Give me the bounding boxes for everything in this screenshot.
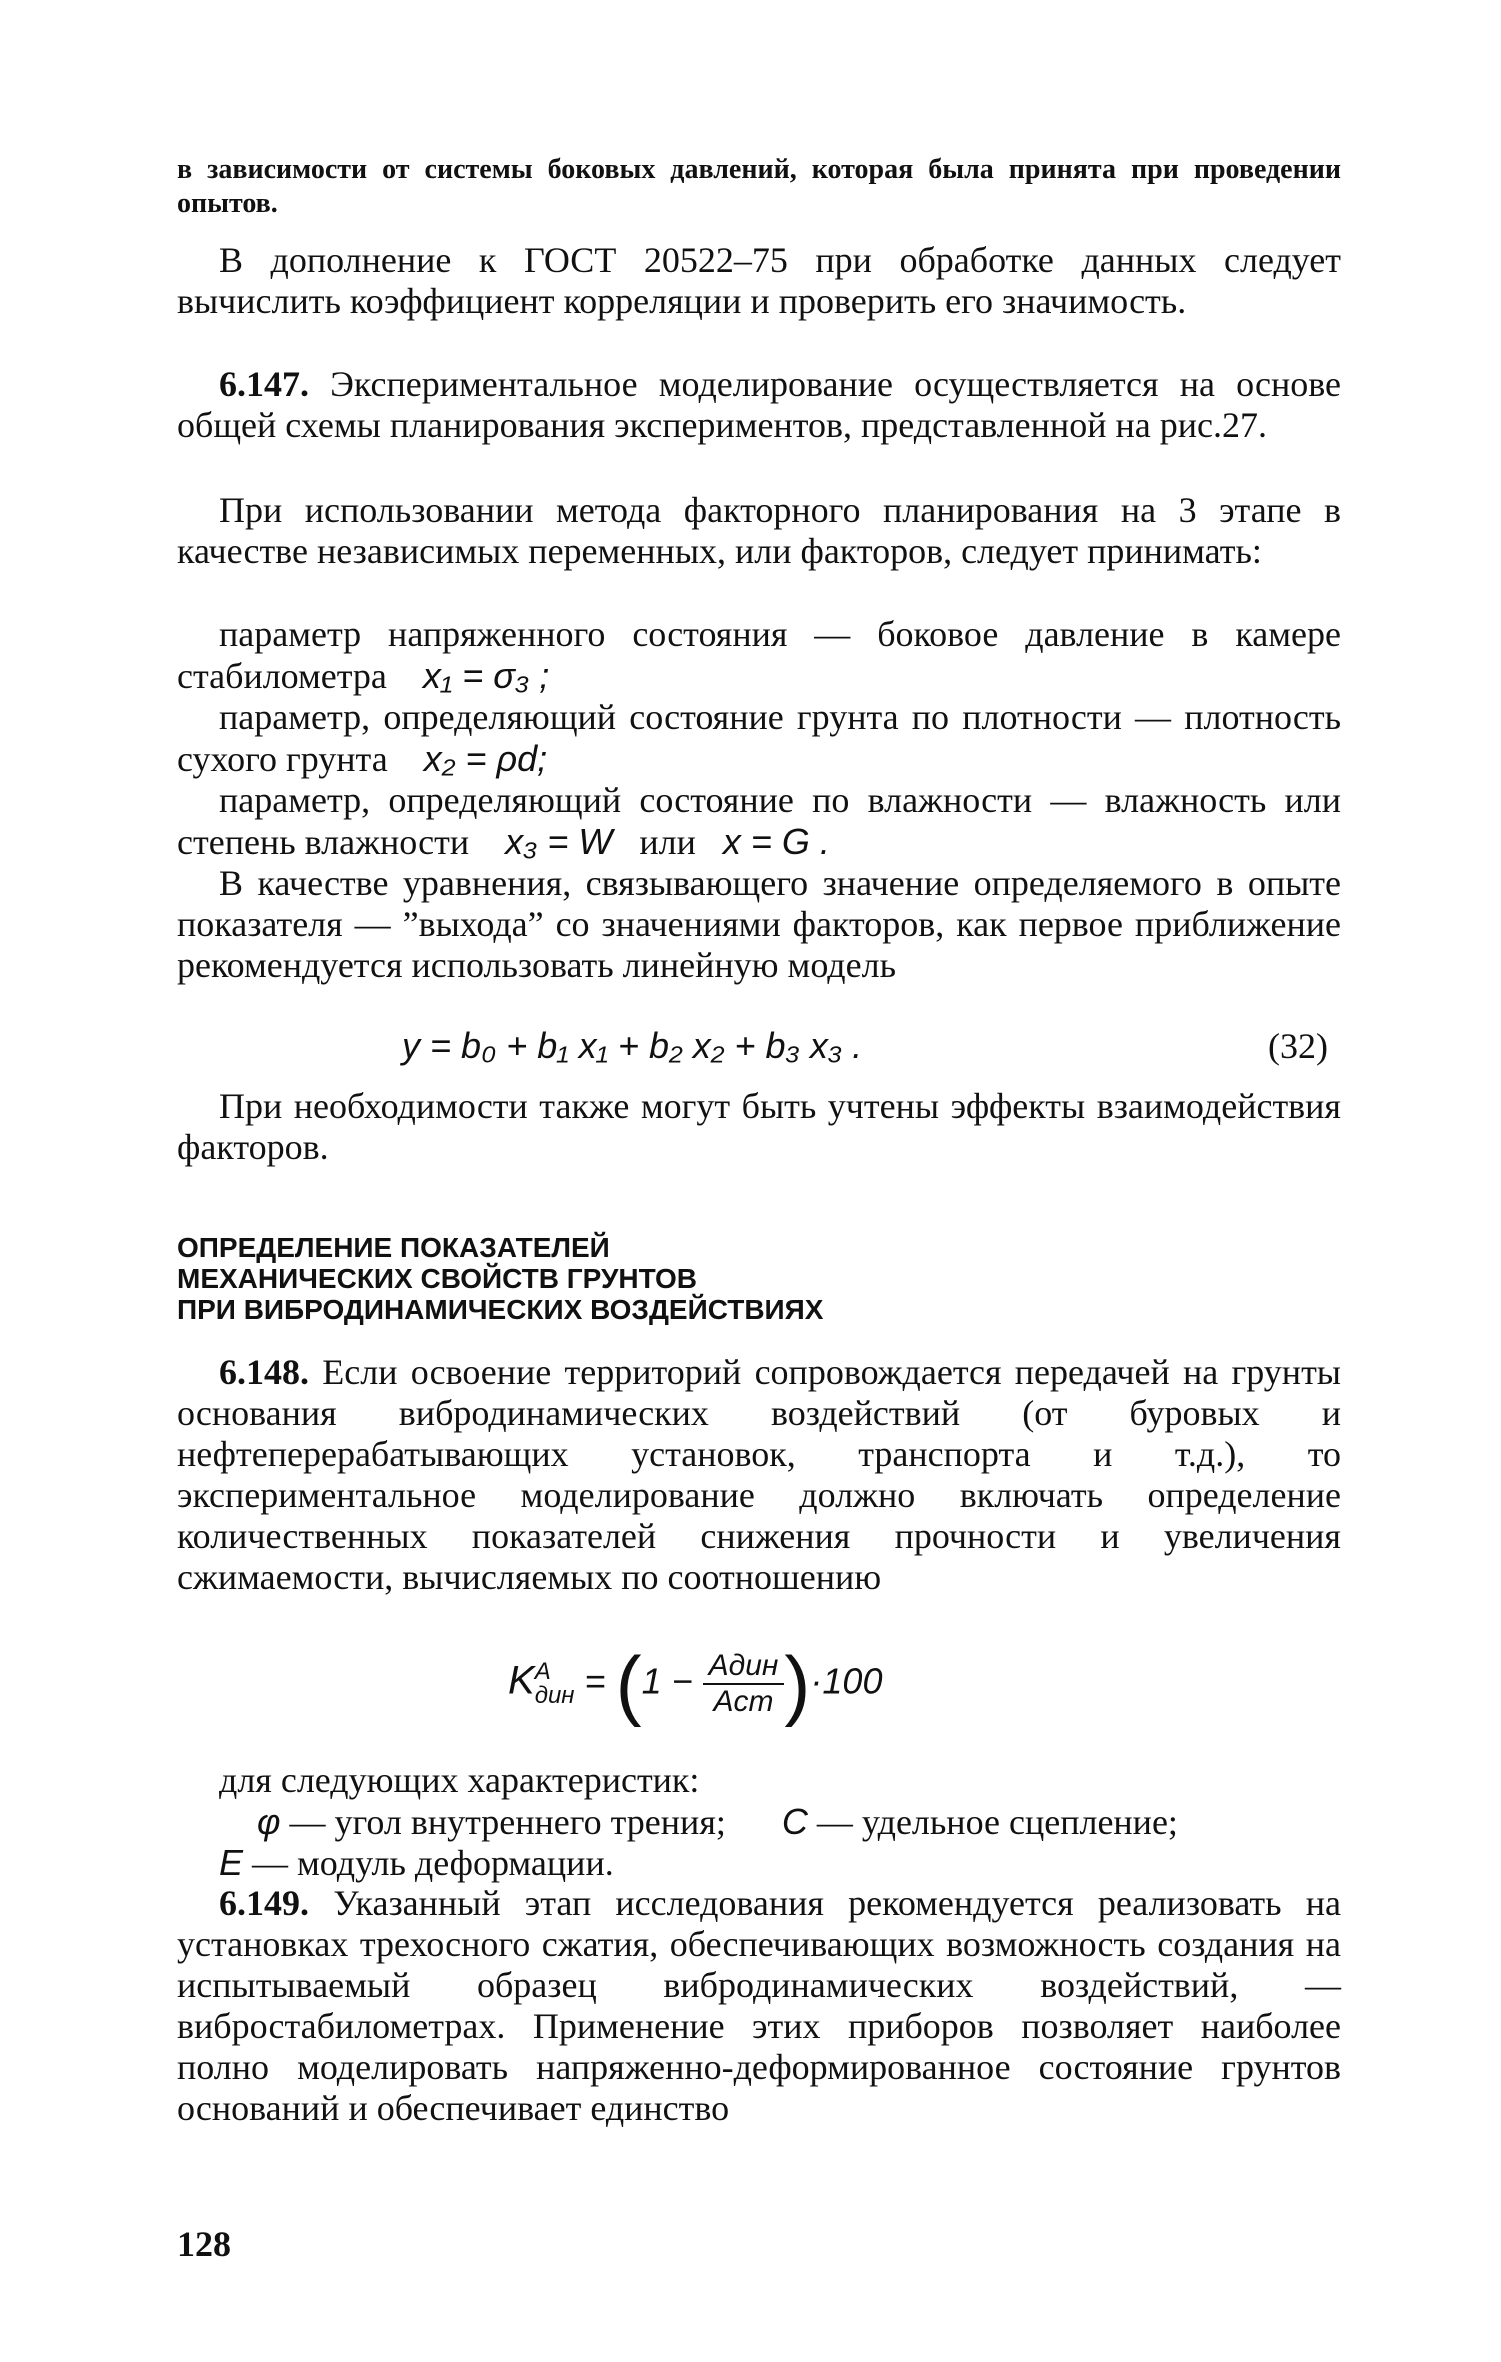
equation-32: y = b₀ + b₁ x₁ + b₂ x₂ + b₃ x₃ . (402, 1025, 863, 1066)
equation-32-number: (32) (1268, 1026, 1328, 1066)
characteristics-intro: для следующих характеристик: (219, 1760, 700, 1800)
factor-2 (177, 697, 1341, 780)
formula-k: K (508, 1658, 535, 1703)
characteristics-line-1 (177, 1801, 1341, 1843)
paragraph-6-149 (177, 1883, 1341, 2129)
model-paragraph: В качестве уравнения, связывающего значение определяемого в опыте показателя — ”выхода” со значениями факторов, как первое приближение рекомендуется использовать линейную модель (177, 863, 1341, 985)
c-symbol: C (781, 1801, 808, 1842)
formula-numerator: Aдин (703, 1649, 785, 1685)
section-heading (177, 1232, 1341, 1325)
factor-3 (177, 780, 1341, 863)
heading-line-2: МЕХАНИЧЕСКИХ СВОЙСТВ ГРУНТОВ (177, 1263, 697, 1294)
formula-one-minus: 1 − (641, 1660, 693, 1702)
clause-number: 6.148. (219, 1352, 309, 1392)
c-description: — удельное сцепление; (807, 1802, 1178, 1842)
factor-3-formula-b: x = G . (722, 821, 830, 862)
factors-paragraph: При использовании метода факторного планирования на 3 этапе в качестве независимых переменных, или факторов, следует принимать: (177, 490, 1341, 571)
clause-number: 6.147. (219, 364, 309, 404)
formula-k-sup: A (534, 1658, 551, 1685)
formula-times-100: ·100 (810, 1660, 883, 1702)
paragraph-6-148 (177, 1352, 1341, 1598)
factor-3-text: параметр, определяющий состояние по влажности — влажность или степень влажности (177, 780, 1341, 862)
clause-text: Если освоение территорий сопровождается передачей на грунты основания вибродинамических воздействий (от буровых и нефтеперерабатывающих установок, транспорта и т.д.), то экспериментальное моделирование должно включать определение количественных показателей снижения прочности и увеличения сжимаемости, вычисляемых по соотношению (177, 1352, 1341, 1597)
heading-line-3: ПРИ ВИБРОДИНАМИЧЕСКИХ ВОЗДЕЙСТВИЯХ (177, 1294, 824, 1325)
heading-line-1: ОПРЕДЕЛЕНИЕ ПОКАЗАТЕЛЕЙ (177, 1232, 610, 1263)
phi-description: — угол внутреннего трения; (280, 1802, 726, 1842)
factor-2-formula: x₂ = ρd; (423, 738, 548, 779)
factor-3-formula-a: x₃ = W (505, 821, 613, 862)
formula-fraction (703, 1649, 785, 1719)
characteristics-line-2 (177, 1842, 1341, 1884)
kdyn-formula: K A дин = (1 − $\frac{\text{Aдин}}{\text{Aст}}$ )·100 (508, 1640, 883, 1728)
gost-paragraph: В дополнение к ГОСТ 20522–75 при обработке данных следует вычислить коэффициент корреляции и проверить его значимость. (177, 240, 1341, 321)
factor-1 (177, 614, 1341, 697)
clause-text: Экспериментальное моделирование осуществляется на основе общей схемы планирования экспериментов, представленной на рис.27. (177, 364, 1341, 445)
page-number: 128 (177, 2224, 231, 2264)
clause-number: 6.149. (219, 1883, 309, 1923)
formula-equals: = (584, 1660, 606, 1702)
phi-symbol: φ (257, 1801, 281, 1842)
e-description: — модуль деформации. (243, 1843, 614, 1883)
formula-denominator: Aст (713, 1685, 774, 1718)
e-symbol: E (219, 1842, 244, 1883)
interaction-paragraph: При необходимости также могут быть учтены эффекты взаимодействия факторов. (177, 1086, 1341, 1167)
clause-text: Указанный этап исследования рекомендуется реализовать на установках трехосного сжатия, обеспечивающих возможность создания на испытываемый образец вибродинамических воздействий, — вибростабилометрах. Применение этих приборов позволяет наиболее полно моделировать напряженно-деформированное состояние грунтов оснований и обеспечивает единство (177, 1883, 1341, 2128)
factor-1-text: параметр напряженного состояния — боковое давление в камере стабилометра (177, 614, 1341, 696)
factor-3-or: или (639, 822, 696, 862)
formula-k-sub: дин (534, 1682, 575, 1709)
intro-paragraph: в зависимости от системы боковых давлений, которая была принята при проведении опытов. (177, 154, 1341, 219)
factor-2-text: параметр, определяющий состояние грунта по плотности — плотность сухого грунта (177, 697, 1341, 779)
paragraph-6-147 (177, 364, 1341, 446)
factor-1-formula: x₁ = σ₃ ; (422, 655, 550, 696)
